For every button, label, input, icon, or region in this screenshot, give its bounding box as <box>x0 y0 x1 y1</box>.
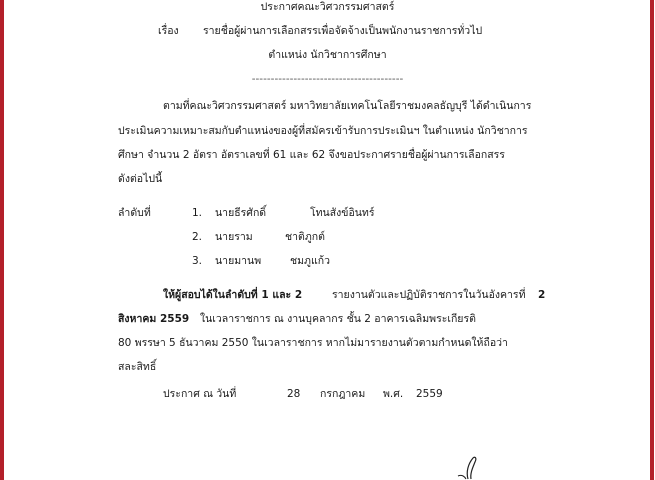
paragraph-line-2: ประเมินความเหมาะสมกับตำแหน่งของผู้ที่สมัครเข้ารับการประเมินฯ ในตำแหน่ง นักวิชาการ <box>118 125 528 137</box>
candidate-last-name: ชาติภูกต์ <box>285 231 325 243</box>
announce-day: 28 <box>287 388 301 400</box>
notice-line-2: ในเวลาราชการ ณ งานบุคลากร ชั้น 2 อาคารเฉลิมพระเกียรติ <box>200 313 476 325</box>
notice-month-year: สิงหาคม 2559 <box>118 313 190 325</box>
announce-year: 2559 <box>416 388 443 400</box>
separator-rule: ---------------------------------------- <box>251 73 404 85</box>
notice-line-3: 80 พรรษา 5 ธันวาคม 2550 ในเวลาราชการ หากไม่มารายงานตัวตามกำหนดให้ถือว่า <box>118 337 508 349</box>
ranking-label: ลำดับที่ <box>118 207 151 219</box>
notice-line-4: สละสิทธิ์ <box>118 361 157 373</box>
announcement-title: ประกาศคณะวิศวกรรมศาสตร์ <box>260 1 395 13</box>
notice-line-1: รายงานตัวและปฏิบัติราชการในวันอังคารที่ <box>332 289 526 301</box>
rank-number: 3. <box>192 255 203 267</box>
candidate-last-name: ชมภูแก้ว <box>290 255 330 267</box>
announce-era: พ.ศ. <box>383 388 404 400</box>
announce-month: กรกฎาคม <box>320 388 366 400</box>
candidate-first-name: นายราม <box>215 231 253 243</box>
rank-number: 2. <box>192 231 203 243</box>
candidate-first-name: นายธีรศักดิ์ <box>215 207 267 219</box>
candidate-first-name: นายมานพ <box>215 255 262 267</box>
paragraph-line-3: ศึกษา จำนวน 2 อัตรา อัตราเลขที่ 61 และ 62 จึงขอประกาศรายชื่อผู้ผ่านการเลือกสรร <box>118 149 505 161</box>
subject-label: เรื่อง <box>158 25 179 37</box>
notice-day: 2 <box>538 289 546 301</box>
position-title: ตำแหน่ง นักวิชาการศึกษา <box>268 49 387 61</box>
subject-text: รายชื่อผู้ผ่านการเลือกสรรเพื่อจัดจ้างเป็นพนักงานราชการทั่วไป <box>203 25 483 37</box>
paragraph-line-4: ดังต่อไปนี้ <box>118 173 163 185</box>
signature-mark <box>430 452 500 480</box>
notice-emphasis: ให้ผู้สอบได้ในลำดับที่ 1 และ 2 <box>163 289 303 301</box>
announce-prefix: ประกาศ ณ วันที่ <box>163 388 237 400</box>
candidate-last-name: โทนสังข์อินทร์ <box>310 207 375 219</box>
rank-number: 1. <box>192 207 203 219</box>
paragraph-line-1: ตามที่คณะวิศวกรรมศาสตร์ มหาวิทยาลัยเทคโนโลยีราชมงคลธัญบุรี ได้ดำเนินการ <box>163 100 532 112</box>
